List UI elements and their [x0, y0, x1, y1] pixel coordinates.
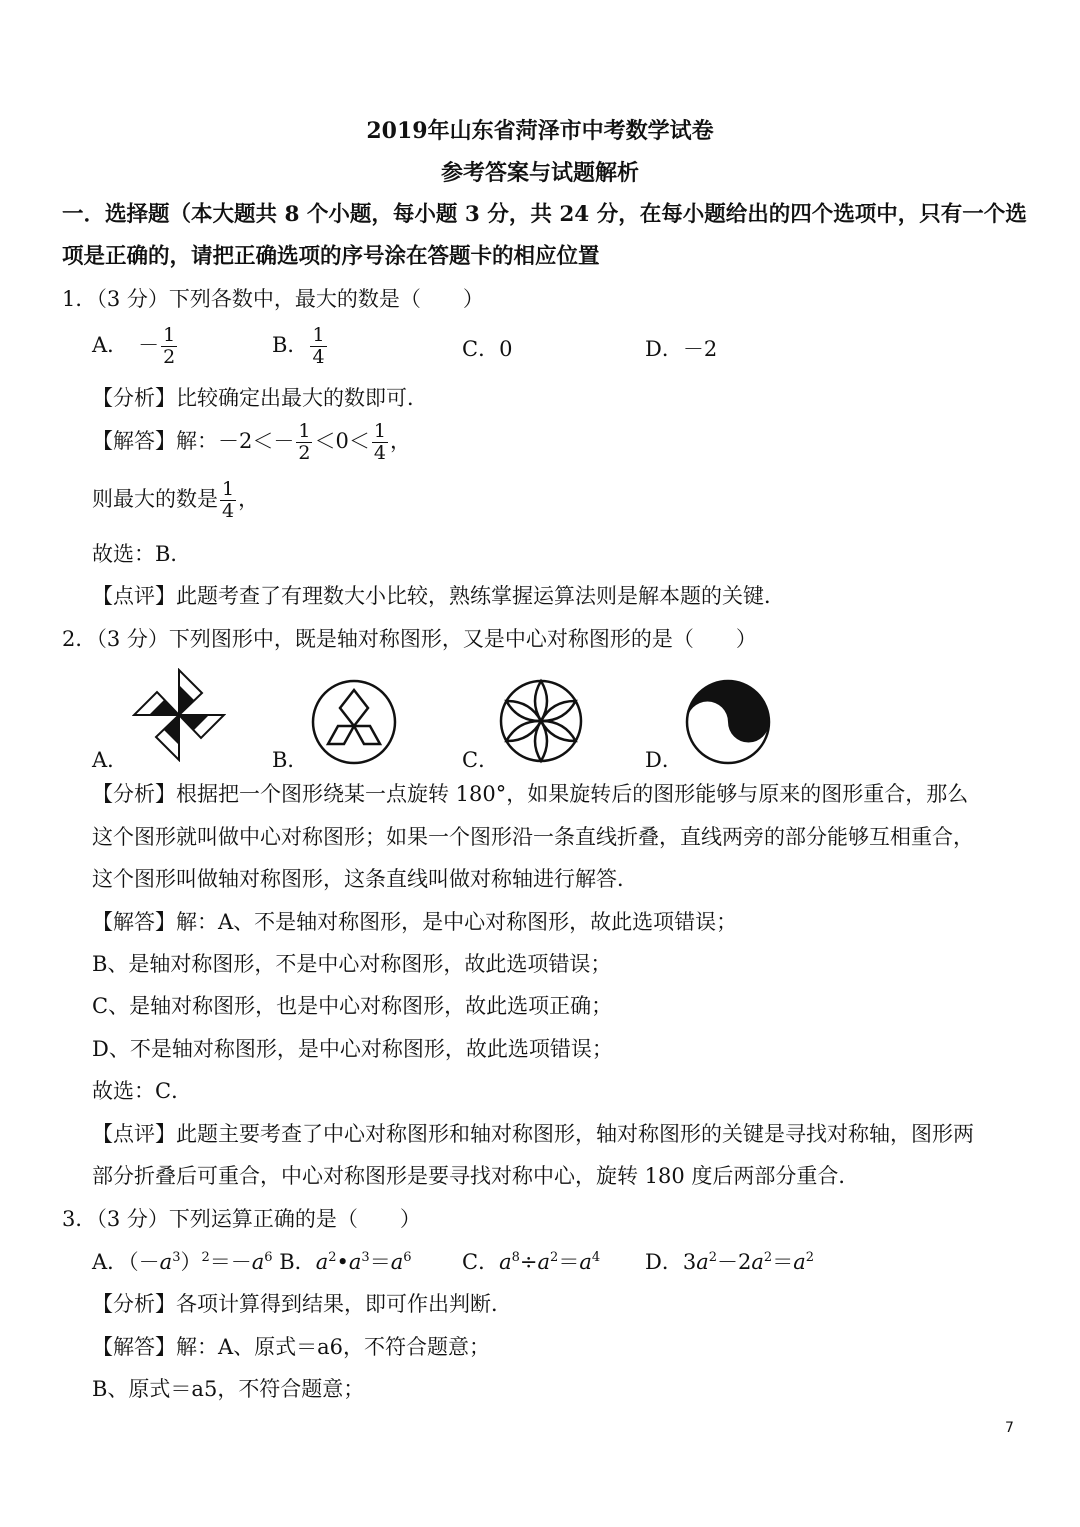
q3-solution-line-2: B、原式＝a5，不符合题意； — [92, 1377, 365, 1401]
q1-option-b-fraction — [310, 326, 326, 367]
q2-figure-label-b: B． — [272, 748, 309, 772]
q1-option-a-numerator: 1 — [163, 324, 176, 346]
q3-option-ab: A．$(-a^3)^2=-a^6$ B．$a^2•a^3=a^6$ — [92, 1250, 412, 1274]
q2-comment-line-1: 【点评】此题主要考查了中心对称图形和轴对称图形，轴对称图形的关键是寻找对称轴，图形两 — [92, 1122, 974, 1146]
yin-yang-circle-icon — [684, 678, 772, 766]
q1-solution-suffix: ， — [389, 429, 411, 453]
q3-stem: 3．（3 分）下列运算正确的是（ ） — [62, 1207, 421, 1231]
q1-solution-middle: ＜0＜ — [314, 429, 370, 453]
q1-option-c: C．0 — [462, 337, 513, 361]
q1-solution-line-2 — [92, 480, 259, 521]
q2-analysis-line-3: 这个图形叫做轴对称图形，这条直线叫做对称轴进行解答． — [92, 867, 638, 891]
q2-comment-line-2: 部分折叠后可重合，中心对称图形是要寻找对称中心，旋转 180 度后两部分重合． — [92, 1164, 860, 1188]
pinwheel-figure-icon — [132, 668, 226, 762]
q1-solution-line-2-suffix: ， — [238, 487, 260, 511]
q3-analysis: 【分析】各项计算得到结果，即可作出判断． — [92, 1292, 512, 1316]
q2-solution-line-4: D、不是轴对称图形，是中心对称图形，故此选项错误； — [92, 1037, 613, 1061]
q1-option-a-label: A． — [92, 333, 129, 357]
q3-option-d: D．$3a^2-2a^2=a^2$ — [645, 1250, 815, 1274]
q1-solution-fraction-1 — [296, 422, 312, 463]
q3-option-c: C．$a^8\div a^2=a^4$ — [462, 1250, 601, 1274]
q2-figure-label-c: C． — [462, 748, 500, 772]
q2-solution-line-1: 【解答】解：A、不是轴对称图形，是中心对称图形，故此选项错误； — [92, 910, 738, 934]
q1-solution-fraction-2-numerator: 1 — [373, 420, 386, 442]
q1-stem: 1．（3 分）下列各数中，最大的数是（ ） — [62, 287, 484, 311]
q1-solution-fraction-2-denominator: 4 — [373, 442, 386, 464]
q2-solution-line-3: C、是轴对称图形，也是中心对称图形，故此选项正确； — [92, 994, 613, 1018]
q2-figure-label-d: D． — [645, 748, 683, 772]
six-petal-circle-icon — [498, 678, 584, 764]
q1-solution-line-2-prefix: 则最大的数是 — [92, 487, 218, 511]
q1-option-b — [272, 326, 329, 367]
q1-option-d: D．－2 — [645, 337, 718, 361]
q1-option-a-denominator: 2 — [163, 346, 176, 368]
q1-solution-line-2-fraction — [220, 480, 236, 521]
q1-solution-line-2-numerator: 1 — [222, 478, 235, 500]
q1-solution-line-2-denominator: 4 — [222, 500, 235, 522]
q1-comment: 【点评】此题考查了有理数大小比较，熟练掌握运算法则是解本题的关键． — [92, 584, 785, 608]
q1-choose: 故选：B． — [92, 542, 192, 566]
q1-option-a-fraction — [161, 326, 177, 367]
q1-option-a-sign: － — [138, 333, 160, 357]
q2-stem: 2．（3 分）下列图形中，既是轴对称图形，又是中心对称图形的是（ ） — [62, 627, 757, 651]
q1-option-b-denominator: 4 — [312, 346, 325, 368]
q1-solution-fraction-1-denominator: 2 — [298, 442, 311, 464]
q2-analysis-line-1: 【分析】根据把一个图形绕某一点旋转 180°，如果旋转后的图形能够与原来的图形重合，那么 — [92, 782, 969, 806]
q1-option-b-numerator: 1 — [312, 324, 325, 346]
q1-analysis: 【分析】比较确定出最大的数即可． — [92, 386, 428, 410]
q2-solution-line-2: B、是轴对称图形，不是中心对称图形，故此选项错误； — [92, 952, 612, 976]
section-heading-line-2: 项是正确的，请把正确选项的序号涂在答题卡的相应位置 — [62, 244, 600, 269]
q1-solution-fraction-1-numerator: 1 — [298, 420, 311, 442]
page-subtitle: 参考答案与试题解析 — [440, 160, 639, 186]
q1-option-b-label: B． — [272, 333, 309, 357]
section-heading-line-1: 一．选择题（本大题共 8 个小题，每小题 3 分，共 24 分，在每小题给出的四个选项中，只有一个选 — [62, 202, 1027, 227]
q1-solution — [92, 422, 411, 463]
page-number: 7 — [1005, 1420, 1014, 1436]
page-title: 2019年山东省菏泽市中考数学试卷 — [366, 118, 714, 144]
q1-solution-fraction-2 — [372, 422, 388, 463]
q2-analysis-line-2: 这个图形就叫做中心对称图形；如果一个图形沿一条直线折叠，直线两旁的部分能够互相重合， — [92, 825, 974, 849]
q2-choose: 故选：C． — [92, 1079, 193, 1103]
q1-solution-prefix: 【解答】解：－2＜－ — [92, 429, 295, 453]
q2-figure-label-a: A． — [92, 748, 129, 772]
q3-solution-line-1: 【解答】解：A、原式＝a6，不符合题意； — [92, 1335, 491, 1359]
q1-option-a — [92, 326, 179, 367]
three-rhombus-circle-icon — [310, 678, 398, 766]
